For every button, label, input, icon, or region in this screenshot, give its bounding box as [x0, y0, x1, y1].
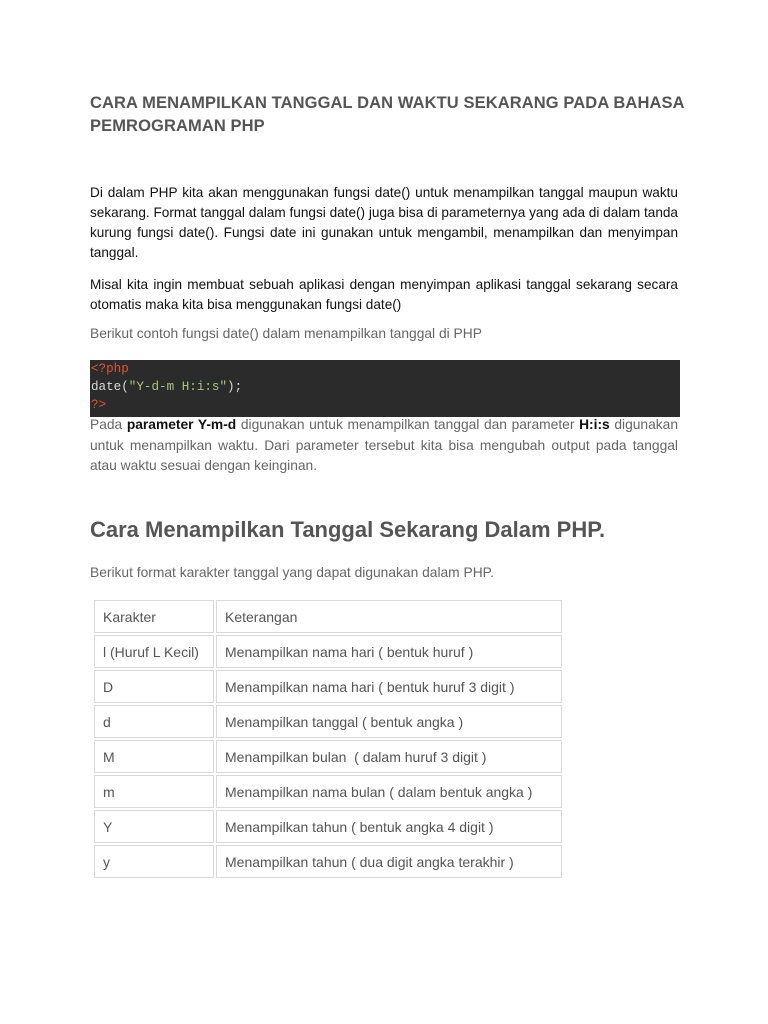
table-header-cell: Keterangan: [216, 600, 562, 633]
code-paren-open: (: [121, 380, 129, 394]
table-cell-karakter: l (Huruf L Kecil): [94, 635, 214, 668]
table-cell-karakter: d: [94, 705, 214, 738]
example-paragraph: Misal kita ingin membuat sebuah aplikasi dengan menyimpan aplikasi tanggal sekarang secara otomatis maka kita bisa menggunakan fungsi date(): [90, 277, 678, 312]
explain-bold-2: H:i:s: [579, 417, 610, 432]
table-cell-karakter: D: [94, 670, 214, 703]
code-open-tag: <?php: [91, 362, 129, 376]
table-cell-karakter: y: [94, 845, 214, 878]
parameter-explanation: [90, 415, 678, 477]
table-cell-karakter: Y: [94, 810, 214, 843]
format-table: [92, 598, 564, 880]
code-close-tag: ?>: [91, 398, 107, 412]
code-function-name: date: [91, 380, 122, 394]
explain-text-3: digunakan untuk menampilkan waktu. Dari parameter tersebut kita bisa mengubah output pada tanggal atau waktu sesuai dengan keinginan.: [90, 417, 679, 473]
table-row: [94, 670, 562, 703]
code-block: [90, 360, 680, 417]
code-string-arg: "Y-d-m H:i:s": [128, 380, 228, 394]
code-intro-paragraph: Berikut contoh fungsi date() dalam menampilkan tanggal di PHP: [90, 326, 482, 341]
table-cell-keterangan: Menampilkan bulan ( dalam huruf 3 digit ): [216, 740, 562, 773]
table-cell-keterangan: Menampilkan nama hari ( bentuk huruf ): [216, 635, 562, 668]
table-cell-keterangan: Menampilkan tahun ( dua digit angka terakhir ): [216, 845, 562, 878]
table-row: [94, 845, 562, 878]
section-heading: Cara Menampilkan Tanggal Sekarang Dalam PHP.: [90, 517, 606, 542]
table-cell-keterangan: Menampilkan nama bulan ( dalam bentuk angka ): [216, 775, 562, 808]
explain-text-2: digunakan untuk menampilkan tanggal dan parameter: [236, 417, 580, 432]
code-paren-close: );: [227, 380, 243, 394]
explain-bold-1: parameter Y-m-d: [126, 417, 237, 432]
explain-text-1: Pada: [90, 417, 127, 432]
table-row: [94, 775, 562, 808]
table-cell-keterangan: Menampilkan tanggal ( bentuk angka ): [216, 705, 562, 738]
table-row: [94, 635, 562, 668]
table-header-row: [94, 600, 562, 633]
section-intro: Berikut format karakter tanggal yang dapat digunakan dalam PHP.: [90, 565, 494, 580]
table-cell-karakter: M: [94, 740, 214, 773]
table-row: [94, 705, 562, 738]
table-cell-karakter: m: [94, 775, 214, 808]
table-row: [94, 810, 562, 843]
table-header-cell: Karakter: [94, 600, 214, 633]
page-title: CARA MENAMPILKAN TANGGAL DAN WAKTU SEKARANG PADA BAHASA PEMROGRAMAN PHP: [90, 94, 684, 135]
table-cell-keterangan: Menampilkan tahun ( bentuk angka 4 digit ): [216, 810, 562, 843]
intro-paragraph: Di dalam PHP kita akan menggunakan fungsi date() untuk menampilkan tanggal maupun waktu sekarang. Format tanggal dalam fungsi date() juga bisa di parameternya yang ada di dalam tanda kurung fungsi date(). Fungsi date ini gunakan untuk mengambil, menampilkan dan menyimpan tanggal.: [90, 185, 678, 260]
table-row: [94, 740, 562, 773]
table-cell-keterangan: Menampilkan nama hari ( bentuk huruf 3 digit ): [216, 670, 562, 703]
